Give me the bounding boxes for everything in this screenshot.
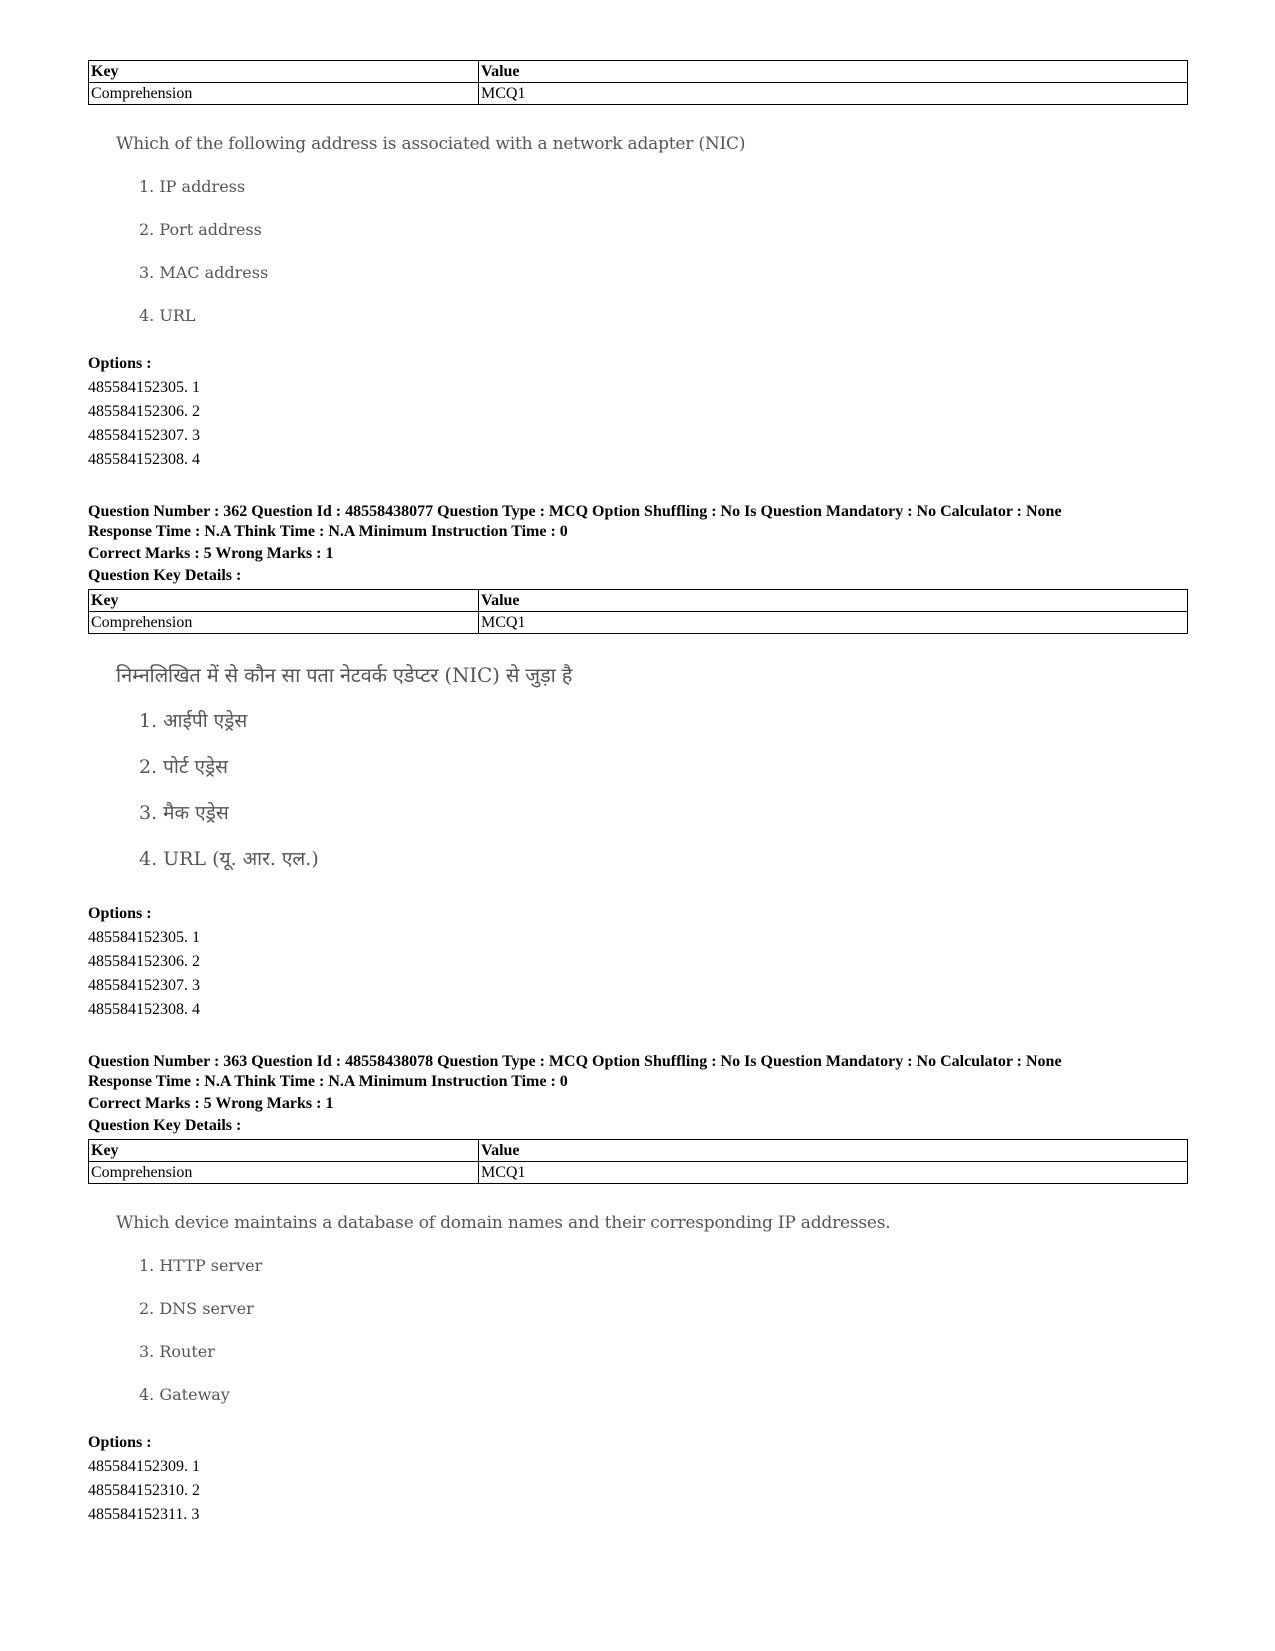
question-stem: Which device maintains a database of domain names and their corresponding IP addresses. <box>116 1213 891 1233</box>
question-choice: 4. URL <box>139 306 196 325</box>
question-stem: निम्नलिखित में से कौन सा पता नेटवर्क एडेप्टर (NIC) से जुड़ा है <box>116 663 573 687</box>
options-label: Options : <box>88 905 152 922</box>
table-header-key: Key <box>89 61 479 83</box>
options-section <box>88 1431 1188 1527</box>
options-label: Options : <box>88 355 152 372</box>
option-item: 485584152306. 2 <box>88 403 200 420</box>
table-header-value: Value <box>479 590 1188 612</box>
options-section <box>88 352 1188 472</box>
question-choice: 4. URL (यू. आर. एल.) <box>139 848 319 870</box>
question-key-table <box>88 1139 1188 1184</box>
option-item: 485584152307. 3 <box>88 977 200 994</box>
question-meta-line: Question Number : 363 Question Id : 48558438078 Question Type : MCQ Option Shuffling : No Is Question Mandatory : No Calculator : None <box>88 1053 1062 1070</box>
question-choice: 3. MAC address <box>139 263 269 282</box>
question-choice: 1. IP address <box>139 177 246 196</box>
question-image <box>88 133 1188 326</box>
question-meta-line: Response Time : N.A Think Time : N.A Minimum Instruction Time : 0 <box>88 523 568 540</box>
table-header-key: Key <box>89 590 479 612</box>
question-choice: 4. Gateway <box>139 1385 230 1404</box>
table-cell-value: MCQ1 <box>479 612 1188 634</box>
question-choice: 2. Port address <box>139 220 262 239</box>
document-page <box>88 60 1188 1527</box>
table-cell-key: Comprehension <box>89 83 479 105</box>
question-meta-line: Question Number : 362 Question Id : 48558438077 Question Type : MCQ Option Shuffling : No Is Question Mandatory : No Calculator : None <box>88 503 1062 520</box>
option-item: 485584152305. 1 <box>88 929 200 946</box>
question-key-details-label: Question Key Details : <box>88 1117 242 1134</box>
option-item: 485584152306. 2 <box>88 953 200 970</box>
option-item: 485584152311. 3 <box>88 1506 200 1523</box>
option-item: 485584152310. 2 <box>88 1482 200 1499</box>
table-header-key: Key <box>89 1140 479 1162</box>
table-cell-value: MCQ1 <box>479 83 1188 105</box>
question-choice: 1. आईपी एड्रेस <box>139 710 248 732</box>
option-item: 485584152308. 4 <box>88 1001 200 1018</box>
question-key-table <box>88 60 1188 105</box>
table-cell-value: MCQ1 <box>479 1162 1188 1184</box>
question-meta <box>88 1052 1188 1136</box>
option-item: 485584152307. 3 <box>88 427 200 444</box>
option-item: 485584152305. 1 <box>88 379 200 396</box>
question-choice: 2. DNS server <box>139 1299 254 1318</box>
question-meta-line: Response Time : N.A Think Time : N.A Minimum Instruction Time : 0 <box>88 1073 568 1090</box>
question-choice: 2. पोर्ट एड्रेस <box>139 756 229 778</box>
table-cell-key: Comprehension <box>89 1162 479 1184</box>
table-header-value: Value <box>479 1140 1188 1162</box>
question-key-details-label: Question Key Details : <box>88 567 242 584</box>
question-image <box>88 1212 1188 1405</box>
option-item: 485584152309. 1 <box>88 1458 200 1475</box>
option-item: 485584152308. 4 <box>88 451 200 468</box>
question-choice: 3. Router <box>139 1342 215 1361</box>
options-label: Options : <box>88 1434 152 1451</box>
question-stem: Which of the following address is associated with a network adapter (NIC) <box>116 134 746 154</box>
question-choice: 1. HTTP server <box>139 1256 263 1275</box>
options-section <box>88 902 1188 1022</box>
question-image <box>88 662 1188 872</box>
question-marks: Correct Marks : 5 Wrong Marks : 1 <box>88 545 334 562</box>
table-cell-key: Comprehension <box>89 612 479 634</box>
table-header-value: Value <box>479 61 1188 83</box>
question-choice: 3. मैक एड्रेस <box>139 802 229 824</box>
question-key-table <box>88 589 1188 634</box>
question-marks: Correct Marks : 5 Wrong Marks : 1 <box>88 1095 334 1112</box>
question-meta <box>88 502 1188 586</box>
